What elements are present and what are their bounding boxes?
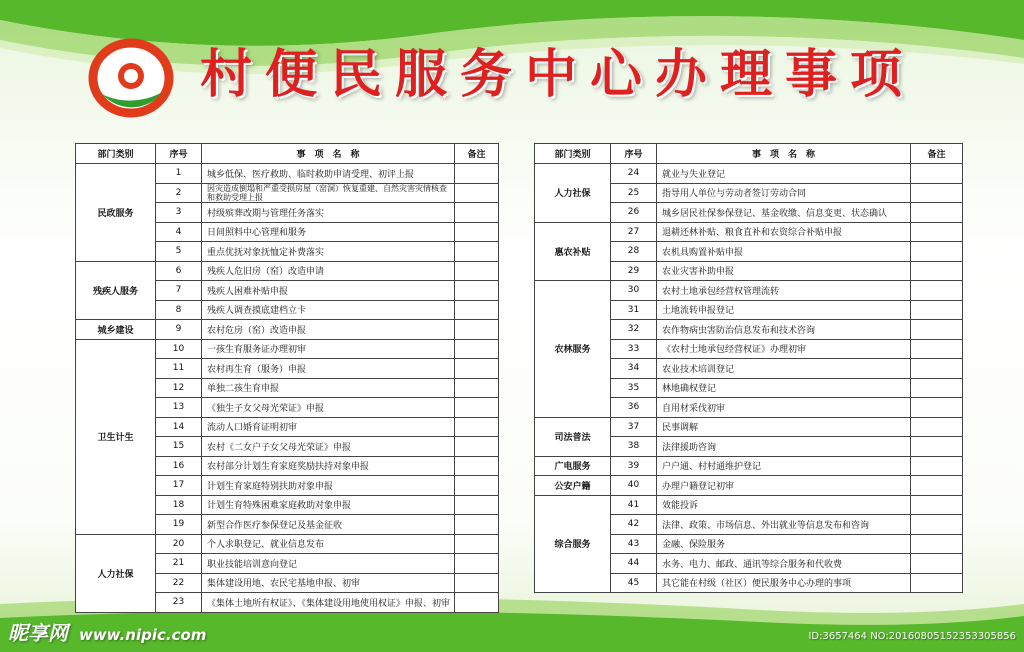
remark-cell — [911, 300, 963, 320]
item-number: 10 — [156, 339, 202, 359]
item-number: 45 — [611, 573, 657, 593]
table-row — [535, 222, 963, 242]
item-number: 19 — [156, 515, 202, 535]
item-number: 42 — [611, 515, 657, 535]
category-cell: 综合服务 — [535, 495, 611, 593]
remark-cell — [455, 164, 499, 184]
item-name: 城乡低保、医疗救助、临时救助申请受理、初评上报 — [202, 164, 455, 184]
item-number: 18 — [156, 495, 202, 515]
item-name: 农村土地承包经营权管理流转 — [657, 281, 911, 301]
remark-cell — [911, 203, 963, 223]
watermark-brand — [8, 617, 206, 646]
item-number: 7 — [156, 281, 202, 301]
category-cell: 司法普法 — [535, 417, 611, 456]
table-row — [76, 164, 499, 184]
header-number: 序号 — [611, 144, 657, 164]
header-item-name: 事 项 名 称 — [202, 144, 455, 164]
item-name: 农村危房（窑）改造申报 — [202, 320, 455, 340]
remark-cell — [455, 339, 499, 359]
table-row — [76, 320, 499, 340]
remark-cell — [455, 261, 499, 281]
item-name: 退耕还林补贴、粮食直补和农资综合补贴申报 — [657, 222, 911, 242]
remark-cell — [455, 398, 499, 418]
item-name: 计划生育家庭特别扶助对象申报 — [202, 476, 455, 496]
category-cell: 惠农补贴 — [535, 222, 611, 281]
item-number: 12 — [156, 378, 202, 398]
item-name: 村级殡葬改期与管理任务落实 — [202, 203, 455, 223]
remark-cell — [911, 573, 963, 593]
item-number: 1 — [156, 164, 202, 184]
remark-cell — [455, 417, 499, 437]
table-row — [535, 495, 963, 515]
item-number: 14 — [156, 417, 202, 437]
category-cell: 公安户籍 — [535, 476, 611, 496]
item-name: 单独二孩生育申报 — [202, 378, 455, 398]
remark-cell — [455, 456, 499, 476]
item-name: 指导用人单位与劳动者签订劳动合同 — [657, 183, 911, 203]
item-number: 26 — [611, 203, 657, 223]
category-cell: 城乡建设 — [76, 320, 156, 340]
item-name: 《集体土地所有权证》、《集体建设用地使用权证》申报、初审 — [202, 593, 455, 613]
remark-cell — [911, 417, 963, 437]
item-name: 户户通、村村通维护登记 — [657, 456, 911, 476]
table-row — [76, 261, 499, 281]
item-name: 农村《二女户子女父母光荣证》申报 — [202, 437, 455, 457]
watermark-brand-name: 昵享网 — [8, 621, 68, 645]
remark-cell — [455, 593, 499, 613]
item-number: 6 — [156, 261, 202, 281]
village-logo-icon — [88, 38, 174, 118]
item-name: 农业灾害补助申报 — [657, 261, 911, 281]
remark-cell — [911, 242, 963, 262]
remark-cell — [911, 534, 963, 554]
item-number: 5 — [156, 242, 202, 262]
category-cell: 人力社保 — [76, 534, 156, 612]
item-number: 24 — [611, 164, 657, 184]
table-row — [535, 164, 963, 184]
remark-cell — [455, 203, 499, 223]
services-table-left — [75, 143, 499, 613]
category-cell: 农林服务 — [535, 281, 611, 418]
category-cell: 残疾人服务 — [76, 261, 156, 320]
item-name: 日间照料中心管理和服务 — [202, 222, 455, 242]
remark-cell — [911, 183, 963, 203]
item-name: 法律援助咨询 — [657, 437, 911, 457]
remark-cell — [455, 437, 499, 457]
item-number: 30 — [611, 281, 657, 301]
remark-cell — [455, 242, 499, 262]
item-number: 36 — [611, 398, 657, 418]
remark-cell — [911, 164, 963, 184]
category-cell: 民政服务 — [76, 164, 156, 262]
item-number: 35 — [611, 378, 657, 398]
remark-cell — [455, 300, 499, 320]
remark-cell — [911, 378, 963, 398]
item-number: 9 — [156, 320, 202, 340]
item-number: 29 — [611, 261, 657, 281]
item-name: 金融、保险服务 — [657, 534, 911, 554]
remark-cell — [455, 222, 499, 242]
item-name: 计划生育特殊困难家庭救助对象申报 — [202, 495, 455, 515]
item-number: 38 — [611, 437, 657, 457]
remark-cell — [455, 183, 499, 203]
remark-cell — [911, 554, 963, 574]
item-number: 32 — [611, 320, 657, 340]
item-number: 17 — [156, 476, 202, 496]
services-table-right — [534, 143, 963, 593]
watermark-url: www.nipic.com — [78, 626, 207, 644]
item-number: 4 — [156, 222, 202, 242]
table-row — [535, 476, 963, 496]
item-name: 因灾造成倒塌和严重受损房屋（窑洞）恢复重建、自然灾害灾情核查和救助受理上报 — [202, 183, 455, 203]
item-number: 37 — [611, 417, 657, 437]
item-number: 27 — [611, 222, 657, 242]
item-number: 2 — [156, 183, 202, 203]
header-category: 部门类别 — [535, 144, 611, 164]
item-number: 3 — [156, 203, 202, 223]
remark-cell — [911, 456, 963, 476]
table-row — [535, 281, 963, 301]
item-name: 残疾人困难补贴申报 — [202, 281, 455, 301]
remark-cell — [911, 515, 963, 535]
remark-cell — [911, 261, 963, 281]
item-name: 自用材采伐初审 — [657, 398, 911, 418]
remark-cell — [455, 281, 499, 301]
item-name: 一孩生育服务证办理初审 — [202, 339, 455, 359]
item-name: 就业与失业登记 — [657, 164, 911, 184]
item-name: 流动人口婚育证明初审 — [202, 417, 455, 437]
table-row — [76, 339, 499, 359]
item-name: 其它能在村级（社区）便民服务中心办理的事项 — [657, 573, 911, 593]
item-number: 33 — [611, 339, 657, 359]
item-name: 《农村土地承包经营权证》办理初审 — [657, 339, 911, 359]
item-number: 13 — [156, 398, 202, 418]
item-name: 《独生子女父母光荣证》申报 — [202, 398, 455, 418]
remark-cell — [911, 437, 963, 457]
item-name: 水务、电力、邮政、通讯等综合服务和代收费 — [657, 554, 911, 574]
remark-cell — [911, 359, 963, 379]
item-number: 31 — [611, 300, 657, 320]
remark-cell — [911, 222, 963, 242]
header-item-name: 事 项 名 称 — [657, 144, 911, 164]
header-remark: 备注 — [455, 144, 499, 164]
item-name: 重点优抚对象抚恤定补费落实 — [202, 242, 455, 262]
item-name: 农机具购置补贴申报 — [657, 242, 911, 262]
item-number: 22 — [156, 573, 202, 593]
header-number: 序号 — [156, 144, 202, 164]
item-number: 25 — [611, 183, 657, 203]
item-name: 农村再生育（服务）申报 — [202, 359, 455, 379]
item-number: 16 — [156, 456, 202, 476]
item-number: 28 — [611, 242, 657, 262]
page-title: 村便民服务中心办理事项 — [200, 45, 916, 105]
item-name: 林地确权登记 — [657, 378, 911, 398]
table-row — [535, 417, 963, 437]
item-name: 效能投诉 — [657, 495, 911, 515]
item-name: 集体建设用地、农民宅基地申报、初审 — [202, 573, 455, 593]
remark-cell — [455, 476, 499, 496]
remark-cell — [911, 476, 963, 496]
watermark-id: ID:3657464 NO:20160805152353305856 — [808, 631, 1016, 642]
remark-cell — [455, 378, 499, 398]
remark-cell — [455, 534, 499, 554]
item-number: 8 — [156, 300, 202, 320]
item-name: 个人求职登记、就业信息发布 — [202, 534, 455, 554]
remark-cell — [455, 554, 499, 574]
item-name: 农业技术培训登记 — [657, 359, 911, 379]
item-name: 农村部分计划生育家庭奖励扶持对象申报 — [202, 456, 455, 476]
item-number: 39 — [611, 456, 657, 476]
remark-cell — [911, 281, 963, 301]
item-name: 新型合作医疗参保登记及基金征收 — [202, 515, 455, 535]
remark-cell — [911, 339, 963, 359]
remark-cell — [455, 320, 499, 340]
item-name: 城乡居民社保参保登记、基金收缴、信息变更、状态确认 — [657, 203, 911, 223]
item-number: 11 — [156, 359, 202, 379]
item-name: 法律、政策、市场信息、外出就业等信息发布和咨询 — [657, 515, 911, 535]
header-remark: 备注 — [911, 144, 963, 164]
table-header-row — [76, 144, 499, 164]
remark-cell — [455, 359, 499, 379]
item-name: 职业技能培训意向登记 — [202, 554, 455, 574]
item-number: 34 — [611, 359, 657, 379]
item-name: 办理户籍登记初审 — [657, 476, 911, 496]
remark-cell — [455, 495, 499, 515]
remark-cell — [911, 398, 963, 418]
item-name: 民事调解 — [657, 417, 911, 437]
item-number: 23 — [156, 593, 202, 613]
header-category: 部门类别 — [76, 144, 156, 164]
item-name: 残疾人调查摸底建档立卡 — [202, 300, 455, 320]
item-number: 15 — [156, 437, 202, 457]
item-number: 20 — [156, 534, 202, 554]
table-header-row — [535, 144, 963, 164]
item-number: 21 — [156, 554, 202, 574]
item-number: 44 — [611, 554, 657, 574]
item-number: 43 — [611, 534, 657, 554]
remark-cell — [455, 515, 499, 535]
remark-cell — [911, 495, 963, 515]
item-number: 40 — [611, 476, 657, 496]
item-name: 残疾人危旧房（窑）改造申请 — [202, 261, 455, 281]
remark-cell — [455, 573, 499, 593]
category-cell: 广电服务 — [535, 456, 611, 476]
remark-cell — [911, 320, 963, 340]
table-row — [76, 534, 499, 554]
category-cell: 人力社保 — [535, 164, 611, 223]
category-cell: 卫生计生 — [76, 339, 156, 534]
item-number: 41 — [611, 495, 657, 515]
item-name: 土地流转申报登记 — [657, 300, 911, 320]
item-name: 农作物病虫害防治信息发布和技术咨询 — [657, 320, 911, 340]
table-row — [535, 456, 963, 476]
